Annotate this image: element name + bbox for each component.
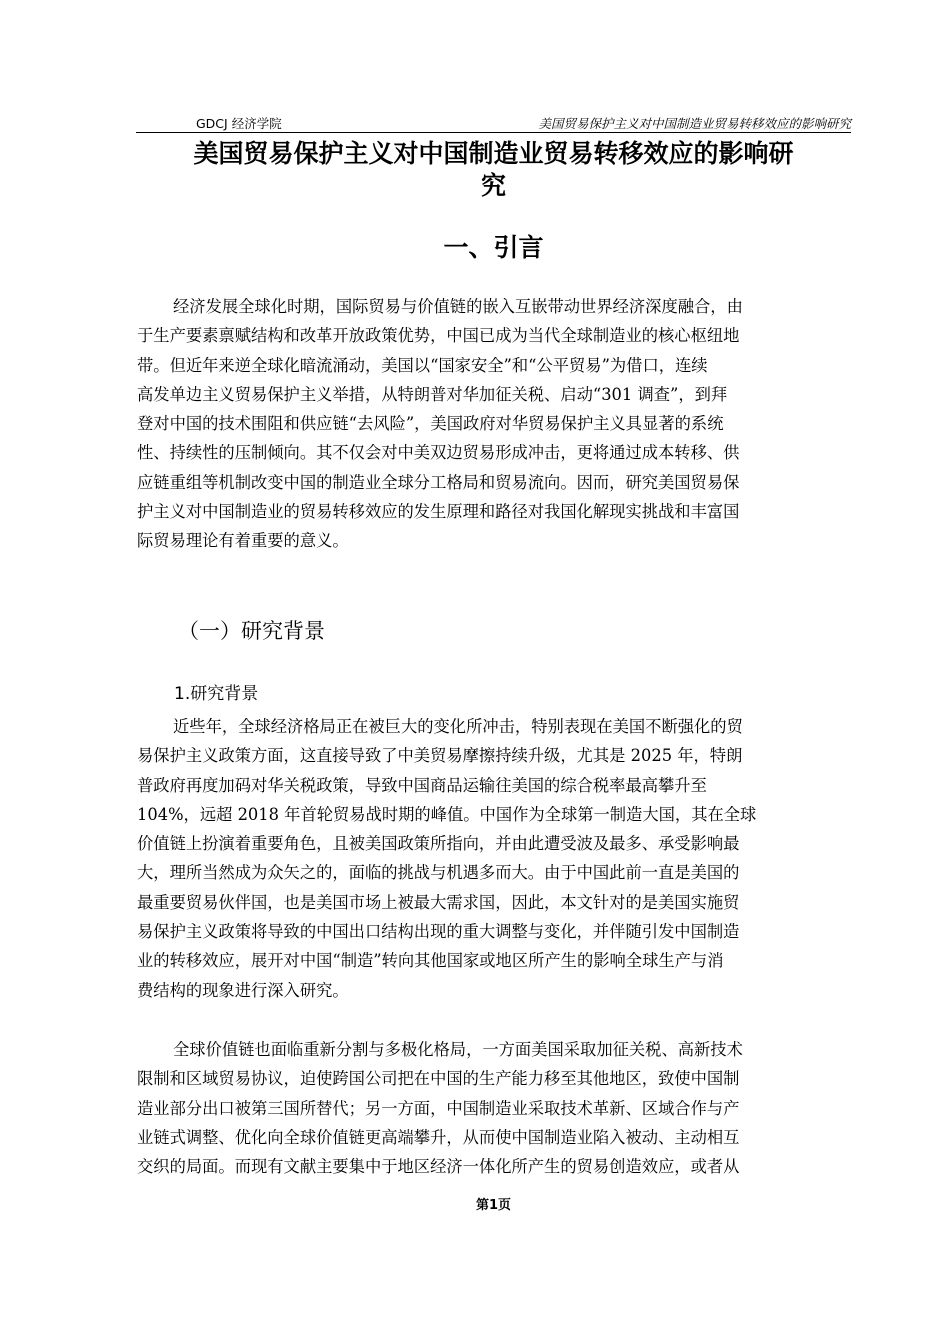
paragraph-line: 大，理所当然成为众矢之的，面临的挑战与机遇多而大。由于中国此前一直是美国的 (137, 863, 740, 883)
paragraph-line: 护主义对中国制造业的贸易转移效应的发生原理和路径对我国化解现实挑战和丰富国 (137, 502, 740, 522)
paragraph-line: 104%，远超 2018 年首轮贸易战时期的峰值。中国作为全球第一制造大国，其在全球 (137, 804, 757, 824)
paragraph-line: 交织的局面。而现有文献主要集中于地区经济一体化所产生的贸易创造效应，或者从 (137, 1157, 740, 1177)
paragraph-line: 全球价值链也面临重新分割与多极化格局，一方面美国采取加征关税、高新技术 (173, 1040, 743, 1059)
paragraph-line: 造业部分出口被第三国所替代；另一方面，中国制造业采取技术革新、区域合作与产 (137, 1098, 740, 1118)
paragraph-line: 带。但近年来逆全球化暗流涌动，美国以“国家安全”和“公平贸易”为借口，连续 (137, 355, 708, 375)
paragraph-line: 最重要贸易伙伴国，也是美国市场上被最大需求国，因此，本文针对的是美国实施贸 (137, 892, 740, 912)
subsubsection-heading: 1.研究背景 (174, 684, 259, 704)
background-paragraph-1 (137, 712, 843, 1005)
paragraph-line: 于生产要素禀赋结构和改革开放政策优势，中国已成为当代全球制造业的核心枢纽地 (137, 326, 740, 346)
paragraph-line: 登对中国的技术围阻和供应链“去风险”，美国政府对华贸易保护主义具显著的系统 (137, 414, 724, 434)
paragraph-line: 业链式调整、优化向全球价值链更高端攀升，从而使中国制造业陷入被动、主动相互 (137, 1127, 740, 1147)
running-header (136, 114, 851, 133)
paragraph-line: 近些年，全球经济格局正在被巨大的变化所冲击，特别表现在美国不断强化的贸 (173, 717, 743, 736)
background-paragraph-2 (137, 1035, 843, 1181)
paragraph-line: 易保护主义政策方面，这直接导致了中美贸易摩擦持续升级，尤其是 2025 年，特朗 (137, 746, 743, 766)
intro-paragraph (137, 292, 843, 556)
paragraph-line: 易保护主义政策将导致的中国出口结构出现的重大调整与变化，并伴随引发中国制造 (137, 922, 740, 942)
paragraph-line: 经济发展全球化时期，国际贸易与价值链的嵌入互嵌带动世界经济深度融合，由 (173, 297, 743, 316)
paragraph-line: 应链重组等机制改变中国的制造业全球分工格局和贸易流向。因而，研究美国贸易保 (137, 472, 740, 492)
header-institution: GDCJ 经济学院 (196, 116, 282, 131)
document-title-line-2: 究 (480, 171, 506, 200)
subsection-heading: （一）研究背景 (178, 619, 325, 643)
paragraph-line: 性、持续性的压制倾向。其不仅会对中美双边贸易形成冲击，更将通过成本转移、供 (137, 443, 740, 463)
paragraph-line: 价值链上扮演着重要角色，且被美国政策所指向，并由此遭受波及最多、承受影响最 (137, 834, 740, 854)
paragraph-line: 普政府再度加码对华关税政策，导致中国商品运输往美国的综合税率最高攀升至 (137, 775, 707, 795)
page-number: 第1页 (475, 1198, 512, 1213)
document-title-line-1: 美国贸易保护主义对中国制造业贸易转移效应的影响研 (193, 139, 794, 168)
section-heading: 一、引言 (443, 233, 544, 262)
paragraph-line: 业的转移效应，展开对中国“制造”转向其他国家或地区所产生的影响全球生产与消 (137, 951, 724, 971)
paragraph-line: 限制和区域贸易协议，迫使跨国公司把在中国的生产能力移至其他地区，致使中国制 (137, 1069, 740, 1089)
paragraph-line: 费结构的现象进行深入研究。 (137, 980, 349, 1000)
paragraph-line: 际贸易理论有着重要的意义。 (137, 531, 349, 551)
paragraph-line: 高发单边主义贸易保护主义举措，从特朗普对华加征关税、启动“301 调查”，到拜 (137, 384, 728, 404)
header-running-title: 美国贸易保护主义对中国制造业贸易转移效应的影响研究 (538, 116, 851, 131)
document-title (136, 138, 851, 202)
